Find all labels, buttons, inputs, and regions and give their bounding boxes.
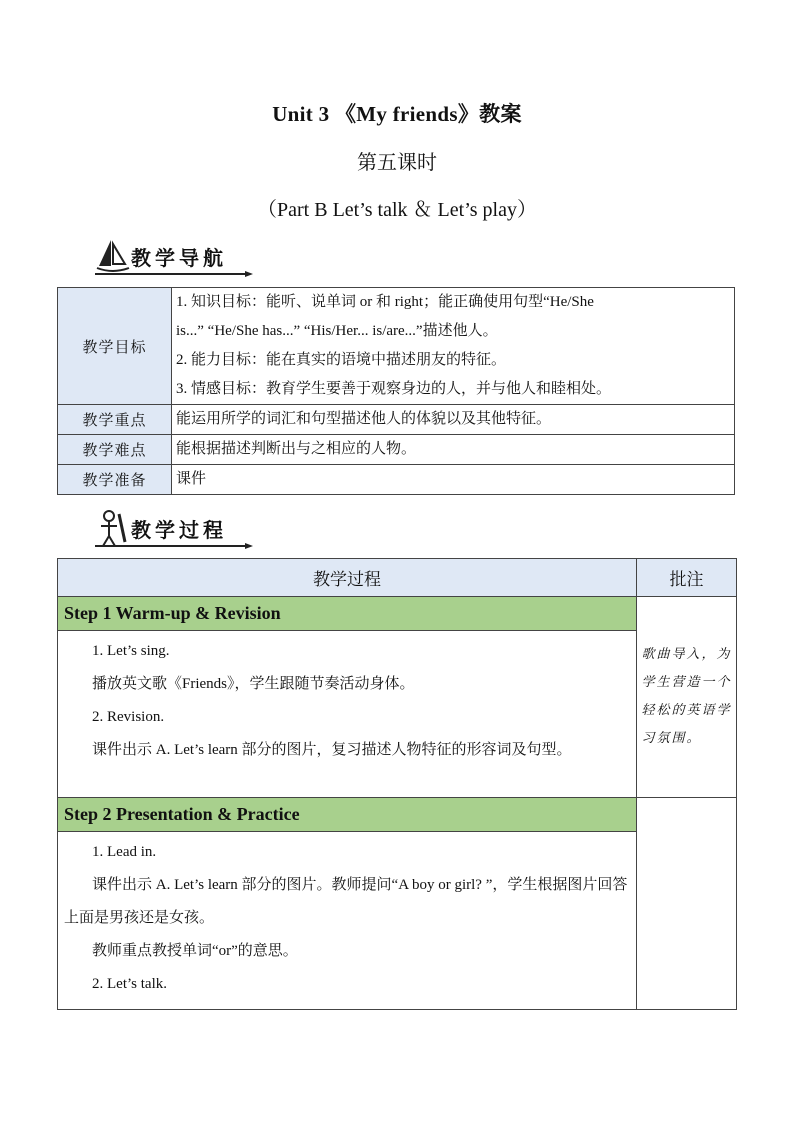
step-line: 播放英文歌《Friends》，学生跟随节奏活动身体。 xyxy=(92,676,415,692)
row-value: 课件 xyxy=(172,465,735,495)
process-banner-title: 教学过程 xyxy=(131,518,227,542)
step-body xyxy=(58,832,637,1010)
table-row xyxy=(58,405,735,435)
table-row xyxy=(58,832,737,1010)
step-line: 教师重点教授单词“or”的意思。 xyxy=(92,943,298,959)
lesson-part: （Part B Let’s talk ＆ Let’s play） xyxy=(257,199,537,221)
row-value: 能根据描述判断出与之相应的人物。 xyxy=(172,435,735,465)
step-line: 2. Let’s talk. xyxy=(92,976,167,992)
note-text: 歌曲导入，为学生营造一个轻松的英语学习氛围。 xyxy=(641,647,732,746)
objective-line: 2. 能力目标：能在真实的语境中描述朋友的特征。 xyxy=(176,352,507,368)
document-title: Unit 3 《My friends》教案 xyxy=(272,102,522,126)
step-body xyxy=(58,631,637,798)
note-cell xyxy=(637,597,737,798)
objective-line: 1. 知识目标：能听、说单词 or 和 right；能正确使用句型“He/She xyxy=(176,294,594,310)
step-line: 课件出示 A. Let’s learn 部分的图片，复习描述人物特征的形容词及句型。 xyxy=(92,742,572,758)
step-line: 1. Let’s sing. xyxy=(92,643,170,659)
step-title: Step 1 Warm-up & Revision xyxy=(58,597,637,631)
banner-underline xyxy=(95,270,255,278)
row-label: 教学重点 xyxy=(58,405,172,435)
row-label: 教学难点 xyxy=(58,435,172,465)
step-line: 1. Lead in. xyxy=(92,844,157,860)
banner-underline xyxy=(95,542,255,550)
process-banner xyxy=(95,508,265,554)
row-label: 教学目标 xyxy=(58,288,172,405)
step-line: 2. Revision. xyxy=(92,709,165,725)
row-label: 教学准备 xyxy=(58,465,172,495)
goals-table xyxy=(57,287,735,495)
process-table xyxy=(57,558,737,1010)
table-row xyxy=(58,465,735,495)
table-row xyxy=(58,435,735,465)
table-header-row xyxy=(58,559,737,597)
column-header-process: 教学过程 xyxy=(58,559,637,597)
note-cell xyxy=(637,798,737,1010)
nav-banner-title: 教学导航 xyxy=(131,246,227,270)
column-header-notes: 批注 xyxy=(637,559,737,597)
row-value: 能运用所学的词汇和句型描述他人的体貌以及其他特征。 xyxy=(172,405,735,435)
table-row xyxy=(58,631,737,798)
objective-line: is...” “He/She has...” “His/Her... is/are...”描述他人。 xyxy=(176,323,498,339)
lesson-period: 第五课时 xyxy=(357,152,437,174)
nav-banner xyxy=(95,236,265,282)
step-title: Step 2 Presentation & Practice xyxy=(58,798,637,832)
table-row xyxy=(58,798,737,832)
table-row xyxy=(58,288,735,405)
table-row xyxy=(58,597,737,631)
objective-line: 3. 情感目标：教育学生要善于观察身边的人，并与他人和睦相处。 xyxy=(176,381,612,397)
step-line: 课件出示 A. Let’s learn 部分的图片。教师提问“A boy or girl? ”，学生根据图片回答上面是男孩还是女孩。 xyxy=(64,877,628,926)
objectives-cell xyxy=(172,288,735,405)
